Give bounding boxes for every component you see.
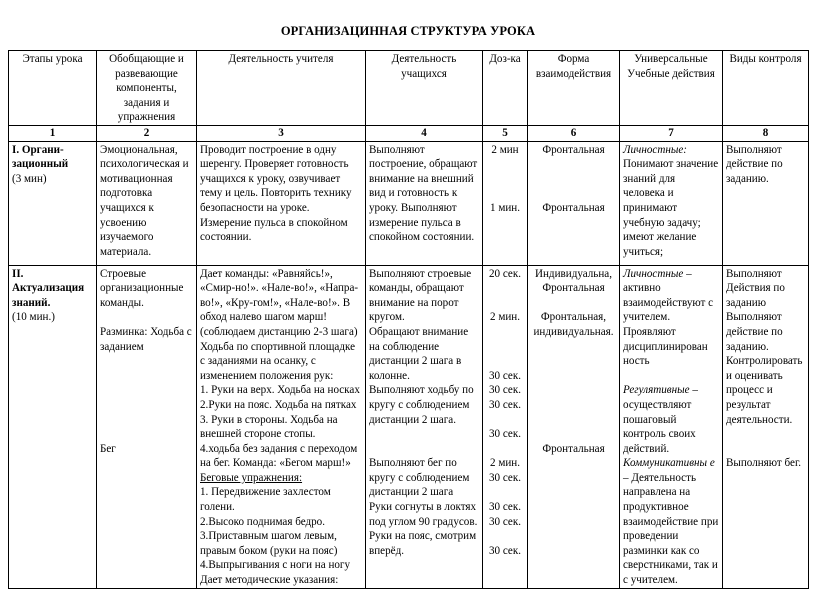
header-cell: Обобщающие и развевающие компоненты, задания и упражнения xyxy=(97,51,197,126)
form-cell xyxy=(528,265,620,588)
dose-value: 30 сек. xyxy=(488,515,521,528)
teacher-cell xyxy=(197,265,366,588)
teacher-text: Дает команды: «Равняйсь!», «Смир-но!». «Нале-во!», «Напра-во!», «Кру-гом!», «Нале-во!». В обход налево шагом марш! (соблюдаем дистанцию 2-3 шага) Ходьба по спортивной площадке с заданиями на осанку, с изменением положения рук: xyxy=(200,267,359,382)
dose-value: 2 мин. xyxy=(490,311,520,324)
form-value: Фронтальная, индивидуальная. xyxy=(533,311,614,338)
control-cell xyxy=(723,265,809,588)
uud-cell xyxy=(620,141,723,265)
stage-cell xyxy=(9,141,97,265)
dose-value: 30 сек. xyxy=(488,428,521,441)
column-number: 2 xyxy=(97,125,197,141)
control-text: Выполняют бег. xyxy=(726,457,802,470)
students-cell: Выполняют построение, обращают внимание на внешний вид и готовность к уроку. Выполняют измерение пульса в спокойном состоянии. xyxy=(366,141,483,265)
uud-title: Личностные xyxy=(623,267,684,280)
students-text: Выполняют бег по кругу с соблюдением дистанции 2 шага xyxy=(369,457,470,499)
uud-text: – Деятельность направлена на продуктивное взаимодействие при проведении разминки как со сверстниками, так и с учителем. xyxy=(623,471,719,587)
component-item: Строевые организационные команды. xyxy=(100,267,184,309)
teacher-text: Дает методические указания: xyxy=(200,574,339,587)
header-cell: Универсальные Учебные действия xyxy=(620,51,723,126)
stage-title: I. Органи-зационный xyxy=(12,143,69,171)
form-value: Фронтальная xyxy=(542,442,605,455)
header-cell: Виды контроля xyxy=(723,51,809,126)
control-text: Выполняют Действия по заданию Выполняют действие по заданию. Контролировать и оценивать процесс и результат деятельности. xyxy=(726,267,803,426)
form-value: Фронтальная xyxy=(542,143,605,156)
teacher-subheading: Беговые упражнения: xyxy=(200,471,303,484)
uud-title: Личностные: xyxy=(623,143,687,156)
dose-value: 2 мин xyxy=(491,143,519,156)
stage-time: (3 мин) xyxy=(12,172,47,185)
teacher-text: 1. Передвижение захлестом голени. xyxy=(200,486,331,514)
uud-title: Коммуникативны е xyxy=(623,457,715,470)
column-number: 7 xyxy=(620,125,723,141)
page-title: ОРГАНИЗАЦИННАЯ СТРУКТУРА УРОКА xyxy=(280,24,536,38)
dose-cell xyxy=(483,265,528,588)
students-text: Обращают внимание на соблюдение дистанции 2 шага в колонне. xyxy=(369,325,469,382)
column-number: 8 xyxy=(723,125,809,141)
uud-text: Понимают значение знаний для человека и принимают учебную задачу; имеют желание учиться; xyxy=(623,158,719,258)
header-cell: Этапы урока xyxy=(9,51,97,126)
teacher-text: 4.ходьба без задания с переходом на бег. Команда: «Бегом марш!» xyxy=(200,442,358,470)
table-row xyxy=(9,265,809,588)
components-cell xyxy=(97,265,197,588)
students-cell xyxy=(366,265,483,588)
header-row xyxy=(9,51,809,126)
teacher-cell: Проводит построение в одну шеренгу. Проверяет готовность учащихся к уроку, озвучивает тему и цель. Повторить технику безопасности на уроке. Измерение пульса в спокойном состоянии. xyxy=(197,141,366,265)
uud-text: – осуществляют пошаговый контроль своих действий. xyxy=(623,384,698,455)
column-number: 1 xyxy=(9,125,97,141)
teacher-text: 3. Руки в стороны. Ходьба на внешней стороне стопы. xyxy=(200,413,338,441)
column-number: 4 xyxy=(366,125,483,141)
dose-value: 1 мин. xyxy=(490,201,520,214)
students-text: Руки согнуты в локтях под углом 90 градусов. xyxy=(369,501,478,528)
column-number: 3 xyxy=(197,125,366,141)
teacher-text: 1. Руки на верх. Ходьба на носках xyxy=(200,384,360,397)
students-text: Выполняют ходьбу по кругу с соблюдением дистанции 2 шага. xyxy=(369,384,474,426)
dose-value: 20 сек. xyxy=(488,267,521,280)
teacher-text: 2.Высоко поднимая бедро. xyxy=(200,515,326,528)
dose-value: 30 сек. xyxy=(488,544,521,557)
dose-value: 30 сек. xyxy=(488,501,521,514)
dose-value: 30 сек. xyxy=(488,369,521,382)
column-number-row xyxy=(9,125,809,141)
column-number: 6 xyxy=(528,125,620,141)
students-text: Выполняют строевые команды, обращают внимание на порот кругом. xyxy=(369,267,472,324)
uud-cell xyxy=(620,265,723,588)
dose-value: 30 сек. xyxy=(488,398,521,411)
header-cell: Форма взаимодействия xyxy=(528,51,620,126)
header-cell: Деятельность учащихся xyxy=(366,51,483,126)
table-row xyxy=(9,141,809,265)
component-item: Разминка: Ходьба с заданием xyxy=(100,325,192,353)
uud-text: – активно взаимодействуют с учителем. Проявляют дисциплинирован ность xyxy=(623,267,714,368)
dose-value: 30 сек. xyxy=(488,384,521,397)
components-cell: Эмоциональная, психологическая и мотивационная подготовка учащихся к усвоению изучаемого материала. xyxy=(97,141,197,265)
stage-time: (10 мин.) xyxy=(12,311,55,324)
dose-value: 2 мин. xyxy=(490,457,520,470)
column-number: 5 xyxy=(483,125,528,141)
dose-cell xyxy=(483,141,528,265)
header-cell: Доз-ка xyxy=(483,51,528,126)
students-text: Руки на пояс, смотрим вперёд. xyxy=(369,530,477,557)
form-value: Индивидуальна, Фронтальная xyxy=(534,267,612,295)
teacher-text: 2.Руки на пояс. Ходьба на пятках xyxy=(200,398,357,411)
uud-title: Регулятивные xyxy=(623,384,690,397)
lesson-structure-table xyxy=(8,50,809,589)
teacher-text: 4.Выпрыгивания с ноги на ногу xyxy=(200,559,351,572)
form-value: Фронтальная xyxy=(542,201,605,214)
dose-value: 30 сек. xyxy=(488,471,521,484)
control-cell: Выполняют действие по заданию. xyxy=(723,141,809,265)
form-cell xyxy=(528,141,620,265)
stage-title: II. Актуализация знаний. xyxy=(12,267,85,309)
header-cell: Деятельность учителя xyxy=(197,51,366,126)
teacher-text: 3.Приставным шагом левым, правым боком (руки на пояс) xyxy=(200,530,338,557)
component-item: Бег xyxy=(100,442,116,455)
stage-cell xyxy=(9,265,97,588)
